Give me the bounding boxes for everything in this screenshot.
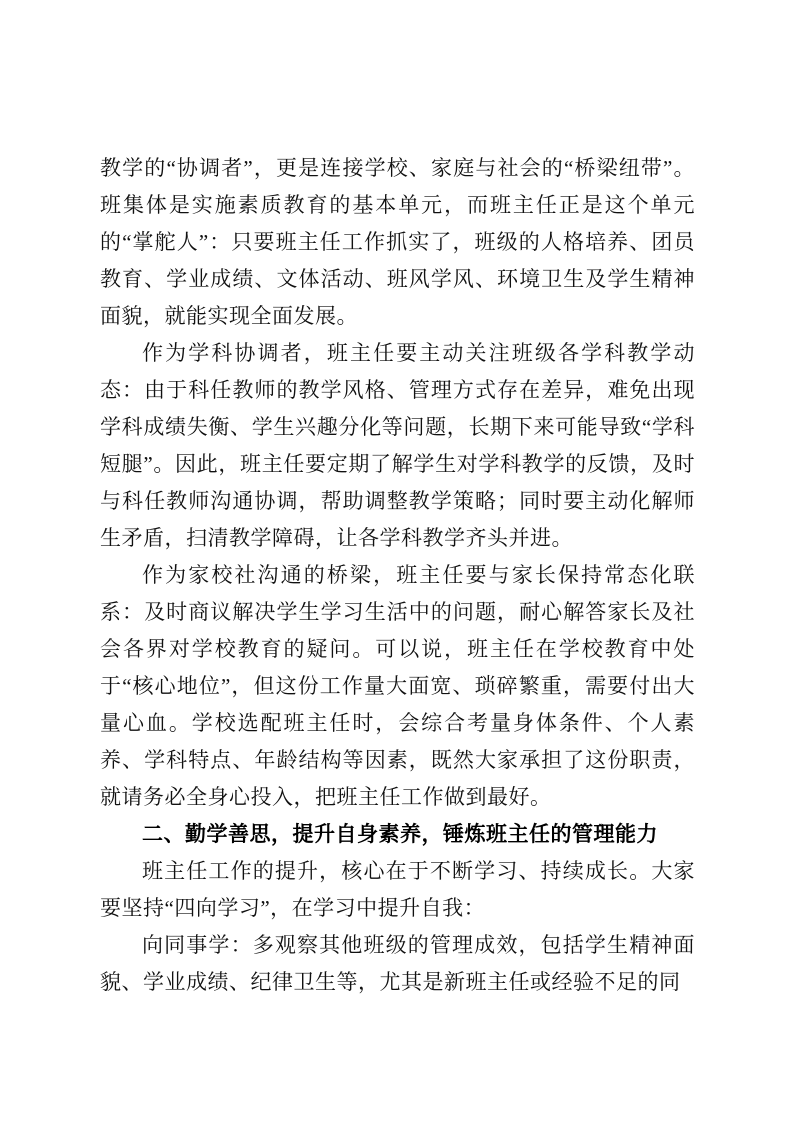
paragraph-learn-from-colleagues: 向同事学：多观察其他班级的管理成效，包括学生精神面貌、学业成绩、纪律卫生等，尤其是新班主任或经验不足的同 xyxy=(100,933,695,994)
section-heading-2: 二、勤学善思，提升自身素养，锤炼班主任的管理能力 xyxy=(142,822,658,846)
paragraph-continuation: 教学的“协调者”，更是连接学校、家庭与社会的“桥梁纽带”。班集体是实施素质教育的基本单元，而班主任正是这个单元的“掌舵人”：只要班主任工作抓实了，班级的人格培养、团员教育、学业成绩、文体活动、班风学风、环境卫生及学生精神面貌，就能实现全面发展。 xyxy=(100,156,695,328)
paragraph-subject-coordinator: 作为学科协调者，班主任要主动关注班级各学科教学动态：由于科任教师的教学风格、管理方式存在差异，难免出现学科成绩失衡、学生兴趣分化等问题，长期下来可能导致“学科短腿”。因此，班主任要定期了解学生对学科教学的反馈，及时与科任教师沟通协调，帮助调整教学策略；同时要主动化解师生矛盾，扫清教学障碍，让各学科教学齐头并进。 xyxy=(100,341,695,550)
paragraph-home-school-bridge: 作为家校社沟通的桥梁，班主任要与家长保持常态化联系：及时商议解决学生学习生活中的问题，耐心解答家长及社会各界对学校教育的疑问。可以说，班主任在学校教育中处于“核心地位”，但这份工作量大面宽、琐碎繁重，需要付出大量心血。学校选配班主任时，会综合考量身体条件、个人素养、学科特点、年龄结构等因素，既然大家承担了这份职责，就请务必全身心投入，把班主任工作做到最好。 xyxy=(100,563,695,809)
paragraph-four-way-learning-intro: 班主任工作的提升，核心在于不断学习、持续成长。大家要坚持“四向学习”，在学习中提升自我： xyxy=(100,859,695,920)
